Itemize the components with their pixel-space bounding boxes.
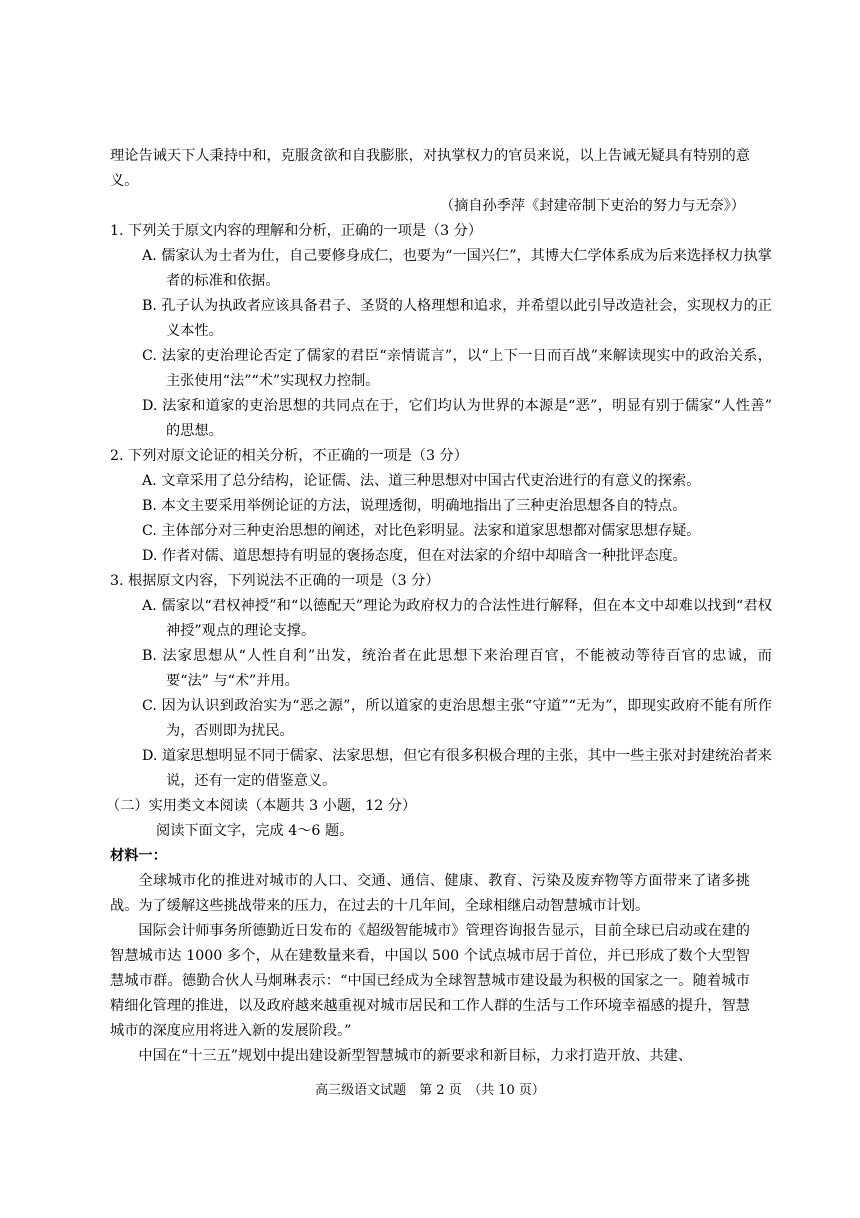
question-3-stem: 3. 根据原文内容，下列说法不正确的一项是（3 分） <box>110 573 440 589</box>
question-3-option-a: A. 儒家以“君权神授”和“以德配天”理论为政府权力的合法性进行解释，但在本文中却难以找到“君权神授”观点的理论支撑。 <box>142 598 772 639</box>
section-title: （二）实用类文本阅读（本题共 3 小题，12 分） <box>106 798 417 814</box>
source-citation: （摘自孙季萍《封建帝制下吏治的努力与无奈》） <box>439 198 745 214</box>
question-2-option-a: A. 文章采用了总分结构，论证儒、法、道三种思想对中国古代吏治进行的有意义的探索。 <box>142 473 701 489</box>
material-paragraph-3: 中国在“十三五”规划中提出建设新型智慧城市的新要求和新目标，力求打造开放、共建、 <box>138 1048 693 1064</box>
material-paragraph-1: 全球城市化的推进对城市的人口、交通、通信、健康、教育、污染及废弃物等方面带来了诸多挑战。为了缓解这些挑战带来的压力，在过去的十几年间，全球相继启动智慧城市计划。 <box>110 873 750 914</box>
question-3-option-c: C. 因为认识到政治实为“恶之源”，所以道家的吏治思想主张“守道”“无为”，即现实政府不能有所作为，否则即为扰民。 <box>142 698 772 739</box>
question-2-option-c: C. 主体部分对三种吏治思想的阐述，对比色彩明显。法家和道家思想都对儒家思想存疑。 <box>142 523 701 539</box>
question-2-stem: 2. 下列对原文论证的相关分析，不正确的一项是（3 分） <box>110 448 468 464</box>
material-paragraph-2: 国际会计师事务所德勤近日发布的《超级智能城市》管理咨询报告显示，目前全球已启动或在建的智慧城市达 1000 多个，从在建数量来看，中国以 500 个试点城市居于首位，并已形成了数个大型智慧城市群。德勤合伙人马炯琳表示：“中国已经成为全球智慧城市建设最为积极的国家之一。随着城市精细化管理的推进，以及政府越来越重视对城市居民和工作人群的生活与工作环境幸福感的提升，智慧城市的深度应用将进入新的发展阶段。” <box>110 923 750 1039</box>
question-2-option-d: D. 作者对儒、道思想持有明显的褒扬态度，但在对法家的介绍中却暗含一种批评态度。 <box>142 548 687 564</box>
question-1-option-a: A. 儒家认为士者为仕，自己要修身成仁，也要为“一国兴仁”，其博大仁学体系成为后来选择权力执掌者的标准和依据。 <box>142 248 772 289</box>
question-3-option-b: B. 法家思想从“人性自利”出发，统治者在此思想下来治理百官，不能被动等待百官的忠诚，而要“法” 与“术”并用。 <box>142 648 772 689</box>
question-1-option-c: C. 法家的吏治理论否定了儒家的君臣“亲情谎言”，以“上下一日而百战”来解读现实中的政治关系，主张使用“法”“术”实现权力控制。 <box>142 348 772 389</box>
question-1-option-b: B. 孔子认为执政者应该具备君子、圣贤的人格理想和追求，并希望以此引导改造社会，实现权力的正义本性。 <box>142 298 772 339</box>
intro-paragraph: 理论告诫天下人秉持中和，克服贪欲和自我膨胀，对执掌权力的官员来说，以上告诫无疑具有特别的意义。 <box>110 148 750 189</box>
section-instruction: 阅读下面文字，完成 4～6 题。 <box>156 823 354 839</box>
material-label: 材料一： <box>110 848 167 864</box>
page-footer: 高三级语文试题 第 2 页 （共 10 页） <box>315 1083 545 1098</box>
question-3-option-d: D. 道家思想明显不同于儒家、法家思想，但它有很多积极合理的主张，其中一些主张对封建统治者来说，还有一定的借鉴意义。 <box>142 748 772 789</box>
question-1-stem: 1. 下列关于原文内容的理解和分析，正确的一项是（3 分） <box>110 223 483 239</box>
question-2-option-b: B. 本文主要采用举例论证的方法，说理透彻，明确地指出了三种吏治思想各自的特点。 <box>142 498 687 514</box>
question-1-option-d: D. 法家和道家的吏治思想的共同点在于，它们均认为世界的本源是“恶”，明显有别于儒家“人性善” 的思想。 <box>142 398 772 439</box>
